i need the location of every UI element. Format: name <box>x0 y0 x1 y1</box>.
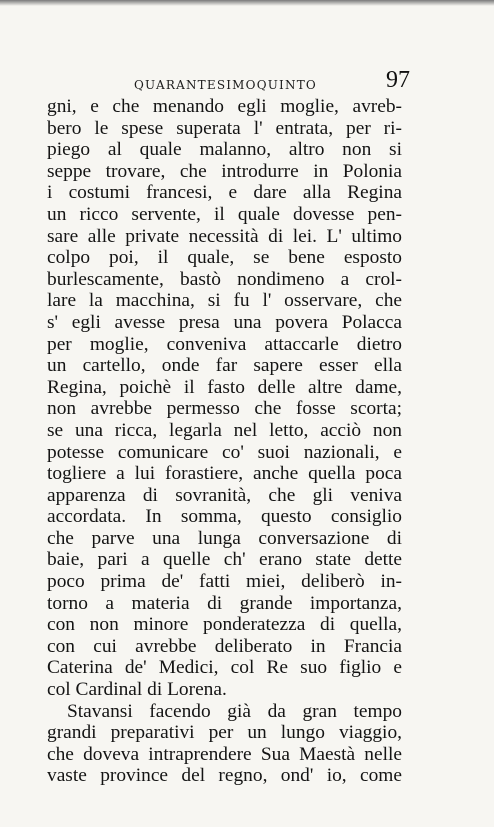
text-line: che parve una lunga conversazione di <box>47 527 402 549</box>
text-line: con cui avrebbe deliberato in Francia <box>47 635 402 657</box>
text-line: accordata. In somma, questo consiglio <box>47 506 402 528</box>
text-line: torno a materia di grande importanza, <box>47 592 402 614</box>
running-title: QUARANTESIMOQUINTO <box>134 78 317 92</box>
text-line: se una ricca, legarla nel letto, acciò non <box>47 419 402 441</box>
text-line: vaste province del regno, ond' io, come <box>47 765 402 787</box>
text-line: s' egli avesse presa una povera Polacca <box>47 311 402 333</box>
text-line: baie, pari a quelle ch' erano state dette <box>47 549 402 571</box>
text-line: i costumi francesi, e dare alla Regina <box>47 182 402 204</box>
text-line: Caterina de' Medici, col Re suo figlio e <box>47 657 402 679</box>
text-line: potesse comunicare co' suoi nazionali, e <box>47 441 402 463</box>
text-line: piego al quale malanno, altro non si <box>47 139 402 161</box>
text-line: apparenza di sovranità, che gli veniva <box>47 484 402 506</box>
text-line: un cartello, onde far sapere esser ella <box>47 355 402 377</box>
body-text <box>47 96 402 787</box>
page-number: 97 <box>386 67 410 93</box>
text-line: un ricco servente, il quale dovesse pen- <box>47 203 402 225</box>
page-top-edge <box>0 0 494 6</box>
text-line: Regina, poichè il fasto delle altre dame, <box>47 376 402 398</box>
text-line: con non minore ponderatezza di quella, <box>47 614 402 636</box>
text-line: burlescamente, bastò nondimeno a crol- <box>47 268 402 290</box>
text-line: lare la macchina, si fu l' osservare, che <box>47 290 402 312</box>
text-line: togliere a lui forastiere, anche quella poca <box>47 463 402 485</box>
text-line: seppe trovare, che introdurre in Polonia <box>47 160 402 182</box>
text-line: poco prima de' fatti miei, deliberò in- <box>47 571 402 593</box>
paragraph-end-line: col Cardinal di Lorena. <box>47 679 227 701</box>
text-line: che doveva intraprendere Sua Maestà nelle <box>47 743 402 765</box>
text-line: per moglie, conveniva attaccarle dietro <box>47 333 402 355</box>
paragraph-start-line: Stavansi facendo già da gran tempo <box>67 700 402 722</box>
text-line: colpo poi, il quale, se bene esposto <box>47 247 402 269</box>
text-line: bero le spese superata l' entrata, per ri- <box>47 117 402 139</box>
text-line: gni, e che menando egli moglie, avreb- <box>47 96 402 117</box>
text-line: grandi preparativi per un lungo viaggio, <box>47 722 402 744</box>
text-line: non avrebbe permesso che fosse scorta; <box>47 398 402 420</box>
text-line: sare alle private necessità di lei. L' ultimo <box>47 225 402 247</box>
